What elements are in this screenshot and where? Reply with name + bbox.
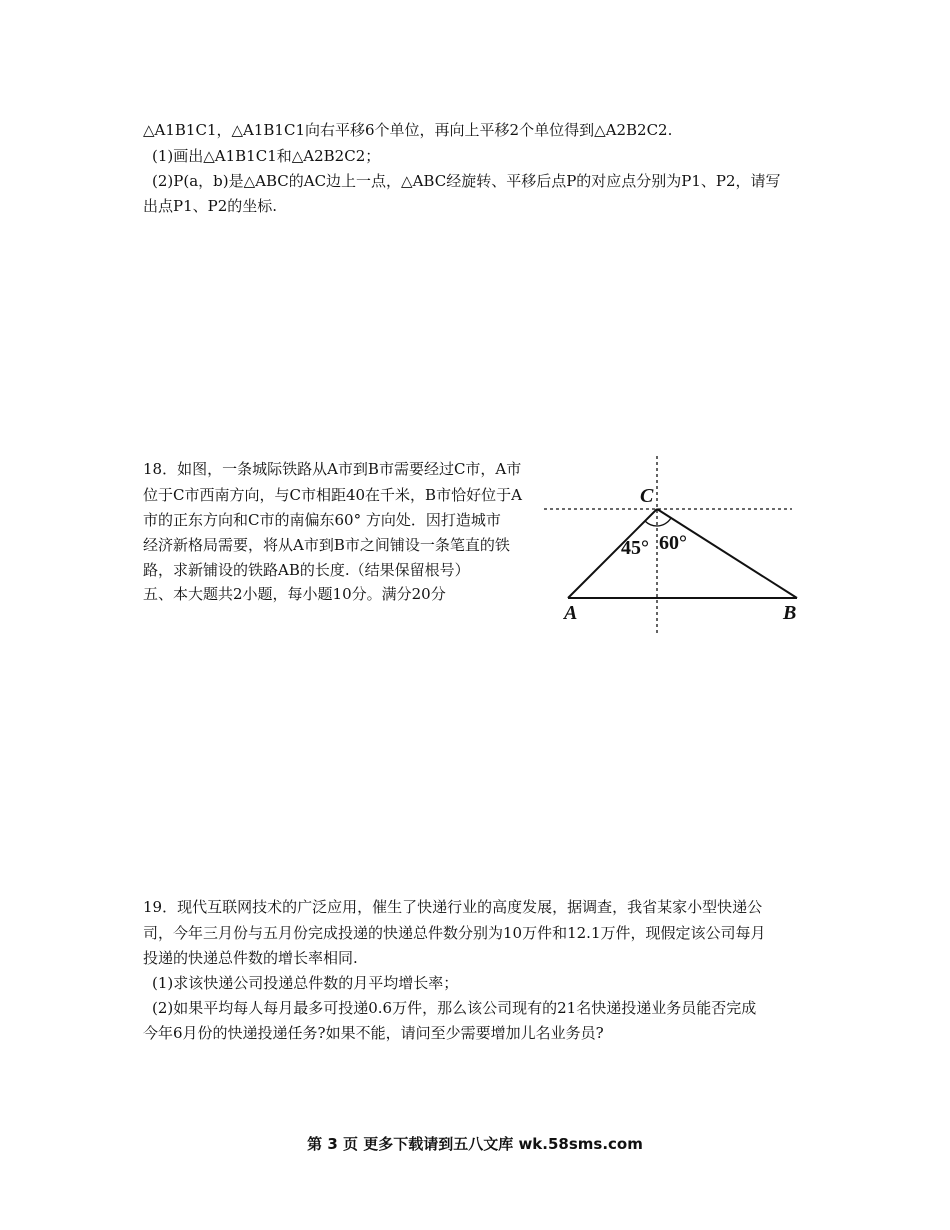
problem18-text-line3: 市的正东方向和C市的南偏东60° 方向处．因打造城市 [143,511,501,529]
angle-label-45: 45° [621,537,649,559]
problem18-text-line4: 经济新格局需要，将从A市到B市之间铺设一条笔直的铁 [143,536,510,554]
problem19-subquestion-2-cont: 今年6月份的快递投递任务?如果不能，请问至少需要增加儿名业务员? [143,1024,604,1042]
section-5-heading: 五、本大题共2小题，每小题10分。满分20分 [143,585,446,603]
problem17-subquestion-2-cont: 出点P1、P2的坐标. [143,197,278,215]
problem19-text-line2: 司，今年三月份与五月份完成投递的快递总件数分别为10万件和12.1万件，现假定该公司每月 [143,924,766,942]
problem17-text-line1: △A1B1C1，△A1B1C1向右平移6个单位，再向上平移2个单位得到△A2B2C2. [143,121,673,139]
problem18-text-line1: 18．如图，一条城际铁路从A市到B市需要经过C市，A市 [143,460,522,478]
label-b: B [783,602,797,624]
problem18-text-line2: 位于C市西南方向，与C市相距40在千米，B市恰好位于A [143,486,522,504]
problem19-text-line3: 投递的快递总件数的增长率相同. [143,949,358,967]
page-footer: 第 3 页 更多下载请到五八文库 wk.58sms.com [307,1135,643,1153]
problem17-subquestion-2: (2)P(a，b)是△ABC的AC边上一点，△ABC经旋转、平移后点P的对应点分别为P1、P2，请写 [152,172,781,190]
problem19-subquestion-2: (2)如果平均每人每月最多可投递0.6万件，那么该公司现有的21名快递投递业务员能否完成 [152,999,757,1017]
angle-label-60: 60° [659,532,687,554]
angle-arc-60 [657,518,671,526]
label-a: A [564,602,578,624]
angle-arc-45 [645,521,657,526]
railway-triangle-figure [540,452,810,642]
problem19-text-line1: 19．现代互联网技术的广泛应用，催生了快递行业的高度发展，据调查，我省某家小型快递公 [143,898,763,916]
label-c: C [640,485,654,507]
problem18-text-line5: 路，求新铺设的铁路AB的长度.（结果保留根号） [143,561,470,579]
problem19-subquestion-1: (1)求该快递公司投递总件数的月平均增长率； [152,974,459,992]
problem17-subquestion-1: (1)画出△A1B1C1和△A2B2C2； [152,147,381,165]
